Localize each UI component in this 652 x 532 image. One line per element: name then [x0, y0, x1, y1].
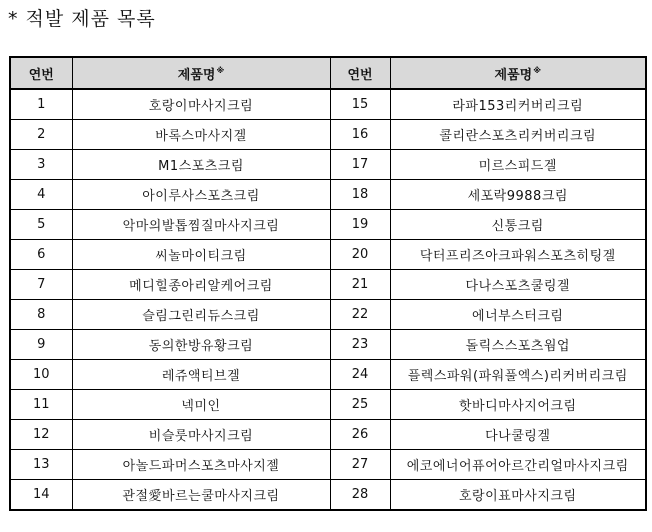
row-number-right: 20	[330, 240, 390, 270]
row-number-right: 25	[330, 390, 390, 420]
product-name-right: 에너부스터크림	[390, 300, 646, 330]
row-number-left: 11	[10, 390, 72, 420]
header-name-label: 제품명	[494, 67, 533, 83]
table-row	[10, 89, 646, 120]
product-name-right: 신통크림	[390, 210, 646, 240]
row-number-left: 4	[10, 180, 72, 210]
product-name-left: 바록스마사지겔	[72, 120, 330, 150]
table-row	[10, 330, 646, 360]
product-name-left: 비슬룻마사지크림	[72, 420, 330, 450]
product-name-right: 라파153리커버리크림	[390, 89, 646, 120]
note-mark: ※	[216, 66, 225, 76]
row-number-right: 27	[330, 450, 390, 480]
header-no-right: 연번	[330, 57, 390, 89]
header-name-right	[390, 57, 646, 89]
product-name-left: M1스포츠크림	[72, 150, 330, 180]
table-row	[10, 360, 646, 390]
row-number-right: 17	[330, 150, 390, 180]
header-no-left: 연번	[10, 57, 72, 89]
row-number-right: 16	[330, 120, 390, 150]
product-name-left: 호랑이마사지크림	[72, 89, 330, 120]
table-row	[10, 450, 646, 480]
row-number-left: 12	[10, 420, 72, 450]
product-table	[9, 56, 647, 511]
table-row	[10, 120, 646, 150]
row-number-left: 1	[10, 89, 72, 120]
product-name-left: 관절愛바르는쿨마사지크림	[72, 480, 330, 511]
row-number-left: 5	[10, 210, 72, 240]
row-number-right: 24	[330, 360, 390, 390]
table-row	[10, 420, 646, 450]
product-name-left: 씨놀마이티크림	[72, 240, 330, 270]
row-number-left: 3	[10, 150, 72, 180]
table-header-row	[10, 57, 646, 89]
table-row	[10, 480, 646, 511]
row-number-left: 8	[10, 300, 72, 330]
row-number-left: 13	[10, 450, 72, 480]
product-name-right: 돌릭스스포츠웜업	[390, 330, 646, 360]
table-row	[10, 270, 646, 300]
product-name-right: 핫바디마사지어크림	[390, 390, 646, 420]
product-name-left: 동의한방유황크림	[72, 330, 330, 360]
table-row	[10, 300, 646, 330]
row-number-right: 22	[330, 300, 390, 330]
row-number-left: 9	[10, 330, 72, 360]
table-row	[10, 390, 646, 420]
row-number-right: 21	[330, 270, 390, 300]
product-name-left: 레쥬액티브겔	[72, 360, 330, 390]
page-title: * 적발 제품 목록	[8, 8, 156, 30]
product-name-right: 다나스포츠쿨링겔	[390, 270, 646, 300]
product-name-left: 아이루사스포츠크림	[72, 180, 330, 210]
row-number-right: 19	[330, 210, 390, 240]
product-name-right: 다나쿨링겔	[390, 420, 646, 450]
product-name-left: 넥미인	[72, 390, 330, 420]
product-name-left: 메디힐종아리알케어크림	[72, 270, 330, 300]
row-number-right: 23	[330, 330, 390, 360]
row-number-left: 6	[10, 240, 72, 270]
product-name-right: 세포락9988크림	[390, 180, 646, 210]
product-name-left: 슬림그린리듀스크림	[72, 300, 330, 330]
row-number-right: 28	[330, 480, 390, 511]
row-number-left: 10	[10, 360, 72, 390]
header-name-left	[72, 57, 330, 89]
table-row	[10, 210, 646, 240]
row-number-right: 15	[330, 89, 390, 120]
table-body	[10, 89, 646, 510]
row-number-left: 7	[10, 270, 72, 300]
product-name-right: 닥터프리즈아크파워스포츠히팅겔	[390, 240, 646, 270]
table-row	[10, 150, 646, 180]
product-name-left: 악마의발톱찜질마사지크림	[72, 210, 330, 240]
row-number-left: 2	[10, 120, 72, 150]
product-name-right: 에코에너어퓨어아르간리얼마사지크림	[390, 450, 646, 480]
table-row	[10, 240, 646, 270]
header-name-label: 제품명	[177, 67, 216, 83]
table-row	[10, 180, 646, 210]
product-name-right: 미르스피드겔	[390, 150, 646, 180]
note-mark: ※	[533, 66, 541, 76]
product-name-left: 아놀드파머스포츠마사지젤	[72, 450, 330, 480]
product-name-right: 콜리란스포츠리커버리크림	[390, 120, 646, 150]
row-number-right: 18	[330, 180, 390, 210]
row-number-right: 26	[330, 420, 390, 450]
product-name-right: 플렉스파워(파워풀엑스)리커버리크림	[390, 360, 646, 390]
row-number-left: 14	[10, 480, 72, 511]
product-name-right: 호랑이표마사지크림	[390, 480, 646, 511]
